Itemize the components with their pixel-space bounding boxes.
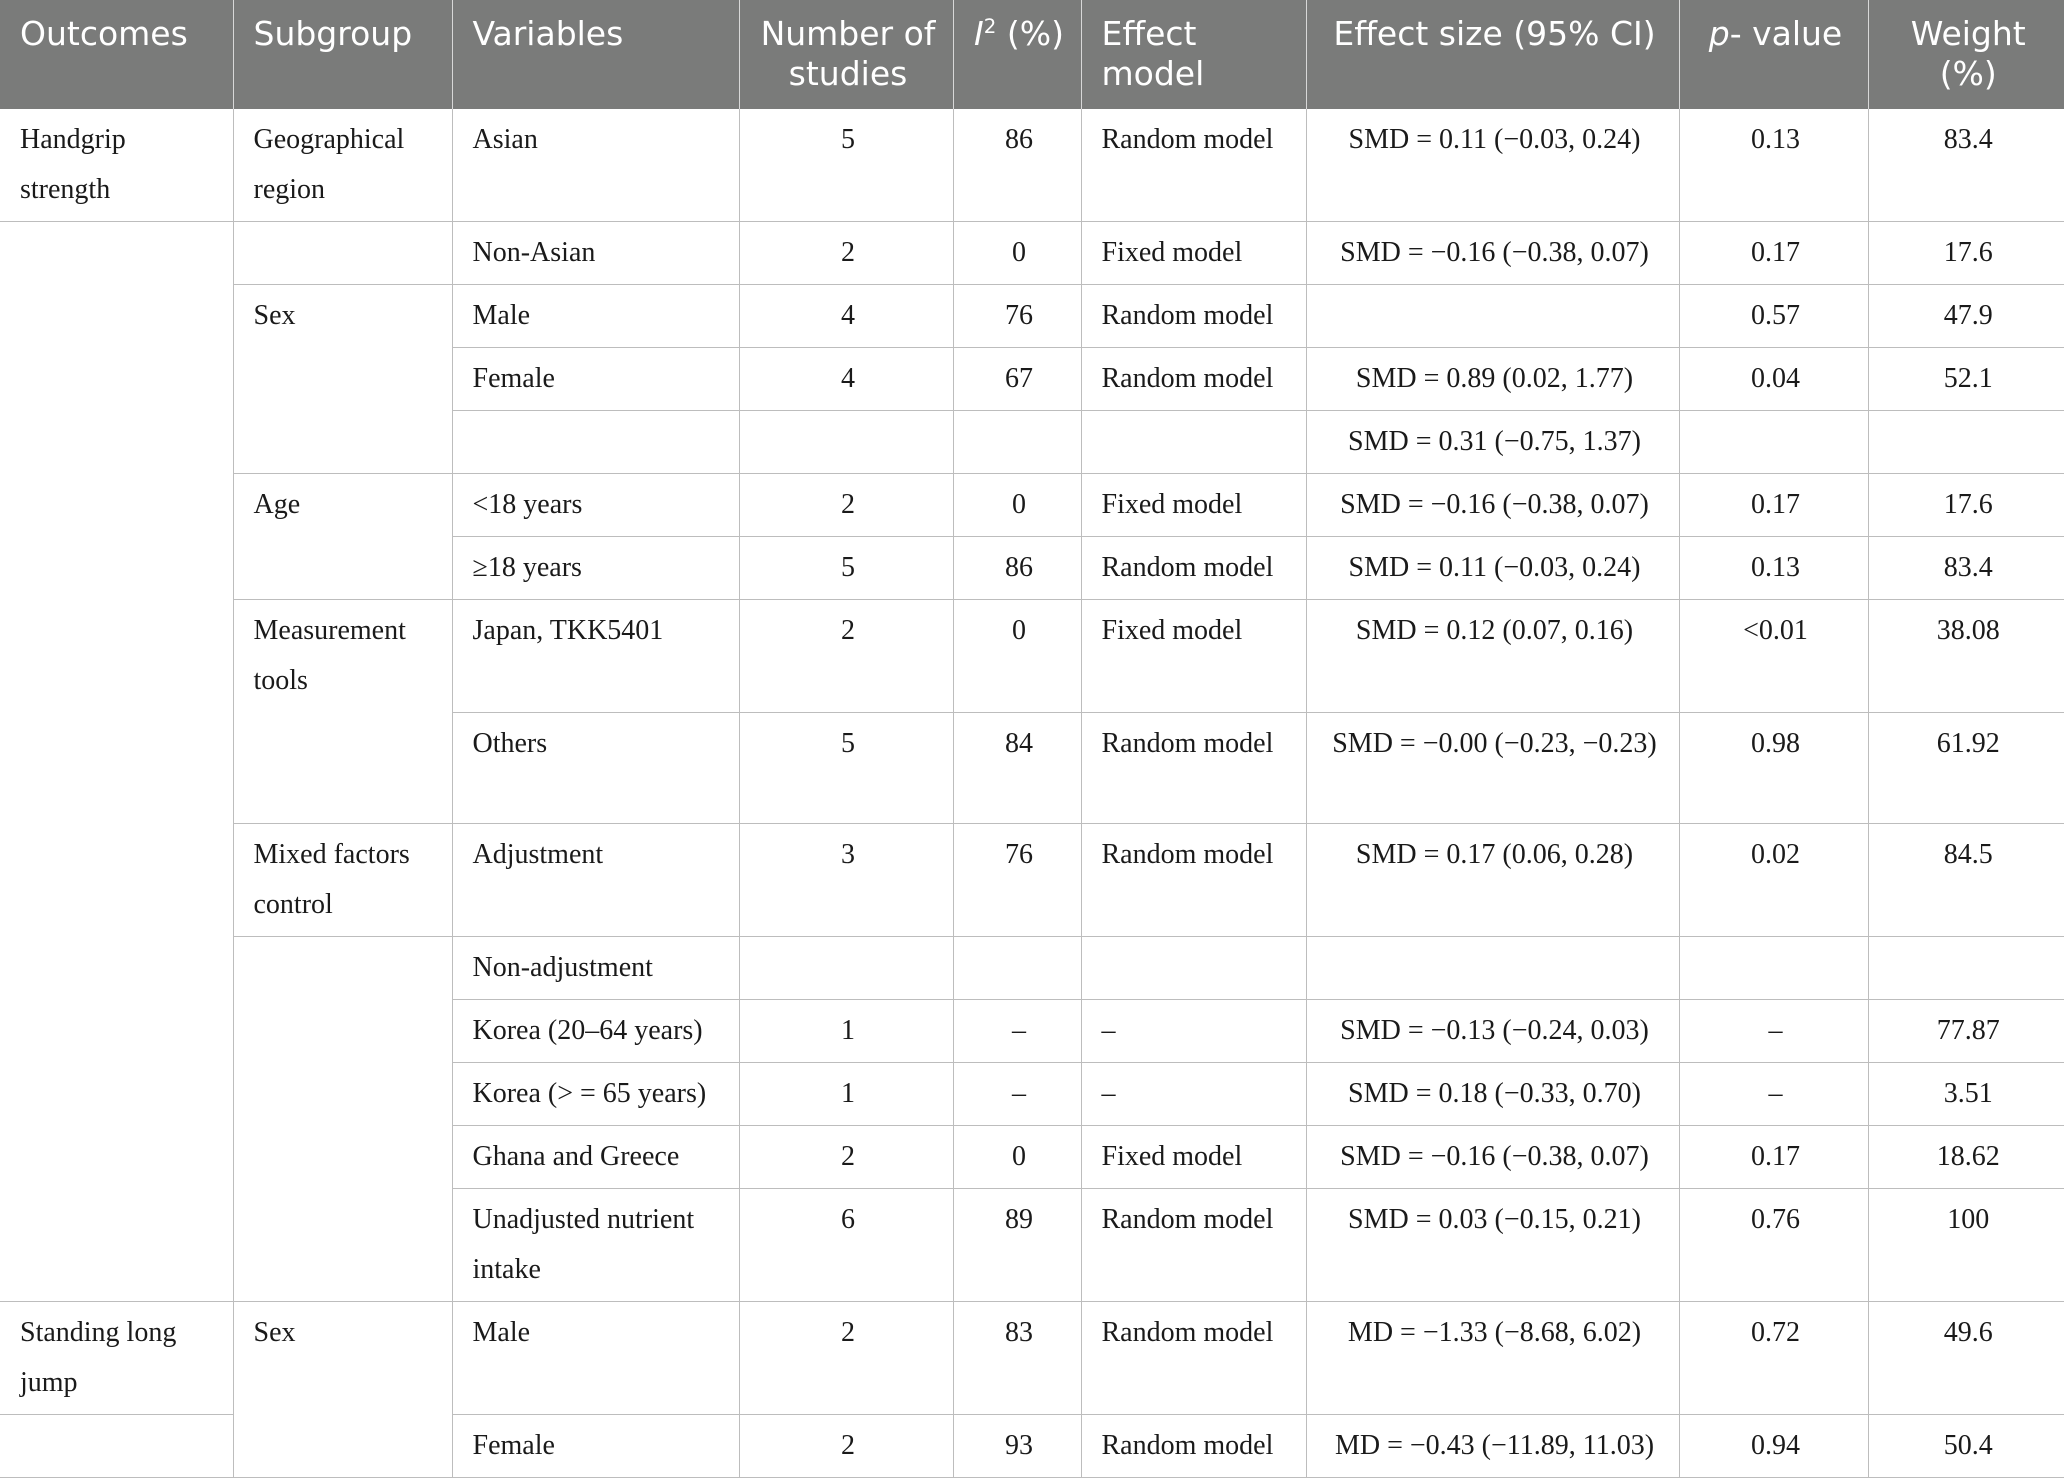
cell-weight: 61.92	[1868, 712, 2064, 823]
cell-subgroup	[233, 411, 452, 474]
cell-outcome	[0, 348, 233, 411]
cell-variable: Ghana and Greece	[452, 1125, 739, 1188]
header-subgroup: Subgroup	[233, 0, 452, 109]
cell-model: –	[1081, 1062, 1306, 1125]
cell-studies: 1	[739, 999, 953, 1062]
cell-model: Fixed model	[1081, 1125, 1306, 1188]
cell-outcome: Standing long jump	[0, 1301, 233, 1414]
cell-effect: SMD = 0.12 (0.07, 0.16)	[1306, 600, 1679, 713]
cell-variable: Unadjusted nutrient intake	[452, 1188, 739, 1301]
cell-studies: 4	[739, 348, 953, 411]
table-row	[0, 348, 2064, 411]
cell-p: 0.57	[1679, 285, 1868, 348]
cell-outcome	[0, 600, 233, 713]
table-row	[0, 109, 2064, 222]
cell-subgroup	[233, 1414, 452, 1477]
cell-effect: SMD = 0.31 (−0.75, 1.37)	[1306, 411, 1679, 474]
table-row	[0, 823, 2064, 936]
cell-weight: 47.9	[1868, 285, 2064, 348]
cell-variable: Others	[452, 712, 739, 823]
cell-variable: Female	[452, 1414, 739, 1477]
cell-p: 0.04	[1679, 348, 1868, 411]
cell-studies: 2	[739, 222, 953, 285]
cell-model: Random model	[1081, 712, 1306, 823]
header-p-value: p- value	[1679, 0, 1868, 109]
table-row	[0, 999, 2064, 1062]
cell-p: 0.17	[1679, 474, 1868, 537]
cell-studies: 5	[739, 109, 953, 222]
cell-p	[1679, 411, 1868, 474]
cell-p: <0.01	[1679, 600, 1868, 713]
cell-effect: SMD = 0.11 (−0.03, 0.24)	[1306, 109, 1679, 222]
cell-i2: 89	[953, 1188, 1081, 1301]
cell-i2: 86	[953, 537, 1081, 600]
cell-subgroup	[233, 712, 452, 823]
cell-variable: Male	[452, 285, 739, 348]
cell-i2: 0	[953, 1125, 1081, 1188]
cell-model: –	[1081, 999, 1306, 1062]
cell-weight: 100	[1868, 1188, 2064, 1301]
cell-subgroup	[233, 348, 452, 411]
cell-i2: 0	[953, 222, 1081, 285]
cell-outcome: Handgrip strength	[0, 109, 233, 222]
cell-subgroup: Sex	[233, 285, 452, 348]
cell-i2: 93	[953, 1414, 1081, 1477]
cell-p: –	[1679, 1062, 1868, 1125]
cell-weight: 84.5	[1868, 823, 2064, 936]
cell-model: Random model	[1081, 109, 1306, 222]
cell-effect: SMD = −0.00 (−0.23, −0.23)	[1306, 712, 1679, 823]
cell-i2: 84	[953, 712, 1081, 823]
cell-effect: SMD = 0.18 (−0.33, 0.70)	[1306, 1062, 1679, 1125]
cell-weight: 83.4	[1868, 537, 2064, 600]
cell-p: 0.72	[1679, 1301, 1868, 1414]
cell-studies: 1	[739, 1062, 953, 1125]
cell-effect: SMD = 0.89 (0.02, 1.77)	[1306, 348, 1679, 411]
cell-subgroup	[233, 1125, 452, 1188]
cell-outcome	[0, 712, 233, 823]
cell-p: 0.02	[1679, 823, 1868, 936]
cell-subgroup: Measurement tools	[233, 600, 452, 713]
cell-studies	[739, 411, 953, 474]
header-number-of-studies: Number of studies	[739, 0, 953, 109]
cell-outcome	[0, 474, 233, 537]
cell-i2: 76	[953, 823, 1081, 936]
cell-weight: 17.6	[1868, 222, 2064, 285]
cell-effect: SMD = 0.17 (0.06, 0.28)	[1306, 823, 1679, 936]
cell-outcome	[0, 1125, 233, 1188]
cell-weight: 18.62	[1868, 1125, 2064, 1188]
cell-i2: 76	[953, 285, 1081, 348]
cell-i2	[953, 411, 1081, 474]
header-effect-model: Effect model	[1081, 0, 1306, 109]
cell-i2: 0	[953, 600, 1081, 713]
cell-model: Random model	[1081, 1301, 1306, 1414]
table-row	[0, 1301, 2064, 1414]
cell-outcome	[0, 222, 233, 285]
cell-effect: MD = −1.33 (−8.68, 6.02)	[1306, 1301, 1679, 1414]
cell-studies: 2	[739, 474, 953, 537]
table-row	[0, 936, 2064, 999]
cell-outcome	[0, 936, 233, 999]
cell-studies: 2	[739, 1301, 953, 1414]
cell-p: 0.13	[1679, 537, 1868, 600]
cell-effect: MD = −0.43 (−11.89, 11.03)	[1306, 1414, 1679, 1477]
cell-i2: 86	[953, 109, 1081, 222]
cell-outcome	[0, 1414, 233, 1477]
cell-model: Random model	[1081, 823, 1306, 936]
cell-model	[1081, 936, 1306, 999]
cell-variable: Korea (20–64 years)	[452, 999, 739, 1062]
cell-variable: Adjustment	[452, 823, 739, 936]
cell-i2: 0	[953, 474, 1081, 537]
cell-i2	[953, 936, 1081, 999]
table-row	[0, 1188, 2064, 1301]
table-row	[0, 1125, 2064, 1188]
table-row	[0, 474, 2064, 537]
table-row	[0, 600, 2064, 713]
cell-model: Random model	[1081, 348, 1306, 411]
cell-effect: SMD = −0.13 (−0.24, 0.03)	[1306, 999, 1679, 1062]
cell-variable: Male	[452, 1301, 739, 1414]
cell-studies: 3	[739, 823, 953, 936]
cell-weight: 38.08	[1868, 600, 2064, 713]
cell-outcome	[0, 411, 233, 474]
table-row	[0, 285, 2064, 348]
cell-outcome	[0, 1062, 233, 1125]
cell-variable	[452, 411, 739, 474]
header-outcomes: Outcomes	[0, 0, 233, 109]
cell-i2: –	[953, 1062, 1081, 1125]
cell-outcome	[0, 285, 233, 348]
cell-p	[1679, 936, 1868, 999]
cell-subgroup: Sex	[233, 1301, 452, 1414]
header-i2: $I^2$ (%)	[953, 0, 1081, 109]
cell-weight: 3.51	[1868, 1062, 2064, 1125]
cell-p: 0.17	[1679, 1125, 1868, 1188]
cell-effect: SMD = 0.03 (−0.15, 0.21)	[1306, 1188, 1679, 1301]
cell-subgroup	[233, 537, 452, 600]
table-row	[0, 222, 2064, 285]
cell-weight: 17.6	[1868, 474, 2064, 537]
cell-effect	[1306, 285, 1679, 348]
cell-variable: ≥18 years	[452, 537, 739, 600]
cell-variable: <18 years	[452, 474, 739, 537]
cell-i2: 67	[953, 348, 1081, 411]
cell-studies: 2	[739, 1414, 953, 1477]
cell-subgroup: Age	[233, 474, 452, 537]
cell-effect: SMD = −0.16 (−0.38, 0.07)	[1306, 222, 1679, 285]
cell-studies: 6	[739, 1188, 953, 1301]
cell-variable: Japan, TKK5401	[452, 600, 739, 713]
table-row	[0, 411, 2064, 474]
cell-p: 0.17	[1679, 222, 1868, 285]
cell-subgroup: Mixed factors control	[233, 823, 452, 936]
cell-variable: Female	[452, 348, 739, 411]
cell-weight: 83.4	[1868, 109, 2064, 222]
cell-model: Random model	[1081, 1188, 1306, 1301]
table-row	[0, 537, 2064, 600]
cell-model: Fixed model	[1081, 474, 1306, 537]
cell-effect: SMD = 0.11 (−0.03, 0.24)	[1306, 537, 1679, 600]
cell-variable: Asian	[452, 109, 739, 222]
table-row	[0, 1414, 2064, 1477]
cell-model: Random model	[1081, 285, 1306, 348]
cell-p: 0.98	[1679, 712, 1868, 823]
cell-effect	[1306, 936, 1679, 999]
cell-p: –	[1679, 999, 1868, 1062]
cell-subgroup	[233, 222, 452, 285]
cell-outcome	[0, 823, 233, 936]
cell-weight: 52.1	[1868, 348, 2064, 411]
cell-i2: –	[953, 999, 1081, 1062]
cell-p: 0.76	[1679, 1188, 1868, 1301]
cell-model: Fixed model	[1081, 222, 1306, 285]
cell-variable: Non-adjustment	[452, 936, 739, 999]
table-row	[0, 712, 2064, 823]
cell-i2: 83	[953, 1301, 1081, 1414]
cell-subgroup	[233, 999, 452, 1062]
cell-model: Random model	[1081, 537, 1306, 600]
cell-p: 0.13	[1679, 109, 1868, 222]
cell-outcome	[0, 1188, 233, 1301]
cell-variable: Non-Asian	[452, 222, 739, 285]
cell-p: 0.94	[1679, 1414, 1868, 1477]
cell-weight	[1868, 936, 2064, 999]
cell-weight: 50.4	[1868, 1414, 2064, 1477]
cell-studies: 5	[739, 712, 953, 823]
cell-subgroup	[233, 1188, 452, 1301]
cell-subgroup	[233, 936, 452, 999]
header-weight: Weight (%)	[1868, 0, 2064, 109]
header-variables: Variables	[452, 0, 739, 109]
cell-effect: SMD = −0.16 (−0.38, 0.07)	[1306, 474, 1679, 537]
header-effect-size: Effect size (95% CI)	[1306, 0, 1679, 109]
cell-weight: 77.87	[1868, 999, 2064, 1062]
cell-model: Fixed model	[1081, 600, 1306, 713]
cell-studies: 2	[739, 1125, 953, 1188]
cell-weight: 49.6	[1868, 1301, 2064, 1414]
cell-studies: 4	[739, 285, 953, 348]
cell-outcome	[0, 537, 233, 600]
cell-studies: 2	[739, 600, 953, 713]
cell-effect: SMD = −0.16 (−0.38, 0.07)	[1306, 1125, 1679, 1188]
cell-outcome	[0, 999, 233, 1062]
cell-weight	[1868, 411, 2064, 474]
header-row	[0, 0, 2064, 109]
cell-subgroup: Geographical region	[233, 109, 452, 222]
cell-studies: 5	[739, 537, 953, 600]
table-row	[0, 1062, 2064, 1125]
cell-model	[1081, 411, 1306, 474]
cell-subgroup	[233, 1062, 452, 1125]
cell-studies	[739, 936, 953, 999]
cell-variable: Korea (> = 65 years)	[452, 1062, 739, 1125]
cell-model: Random model	[1081, 1414, 1306, 1477]
